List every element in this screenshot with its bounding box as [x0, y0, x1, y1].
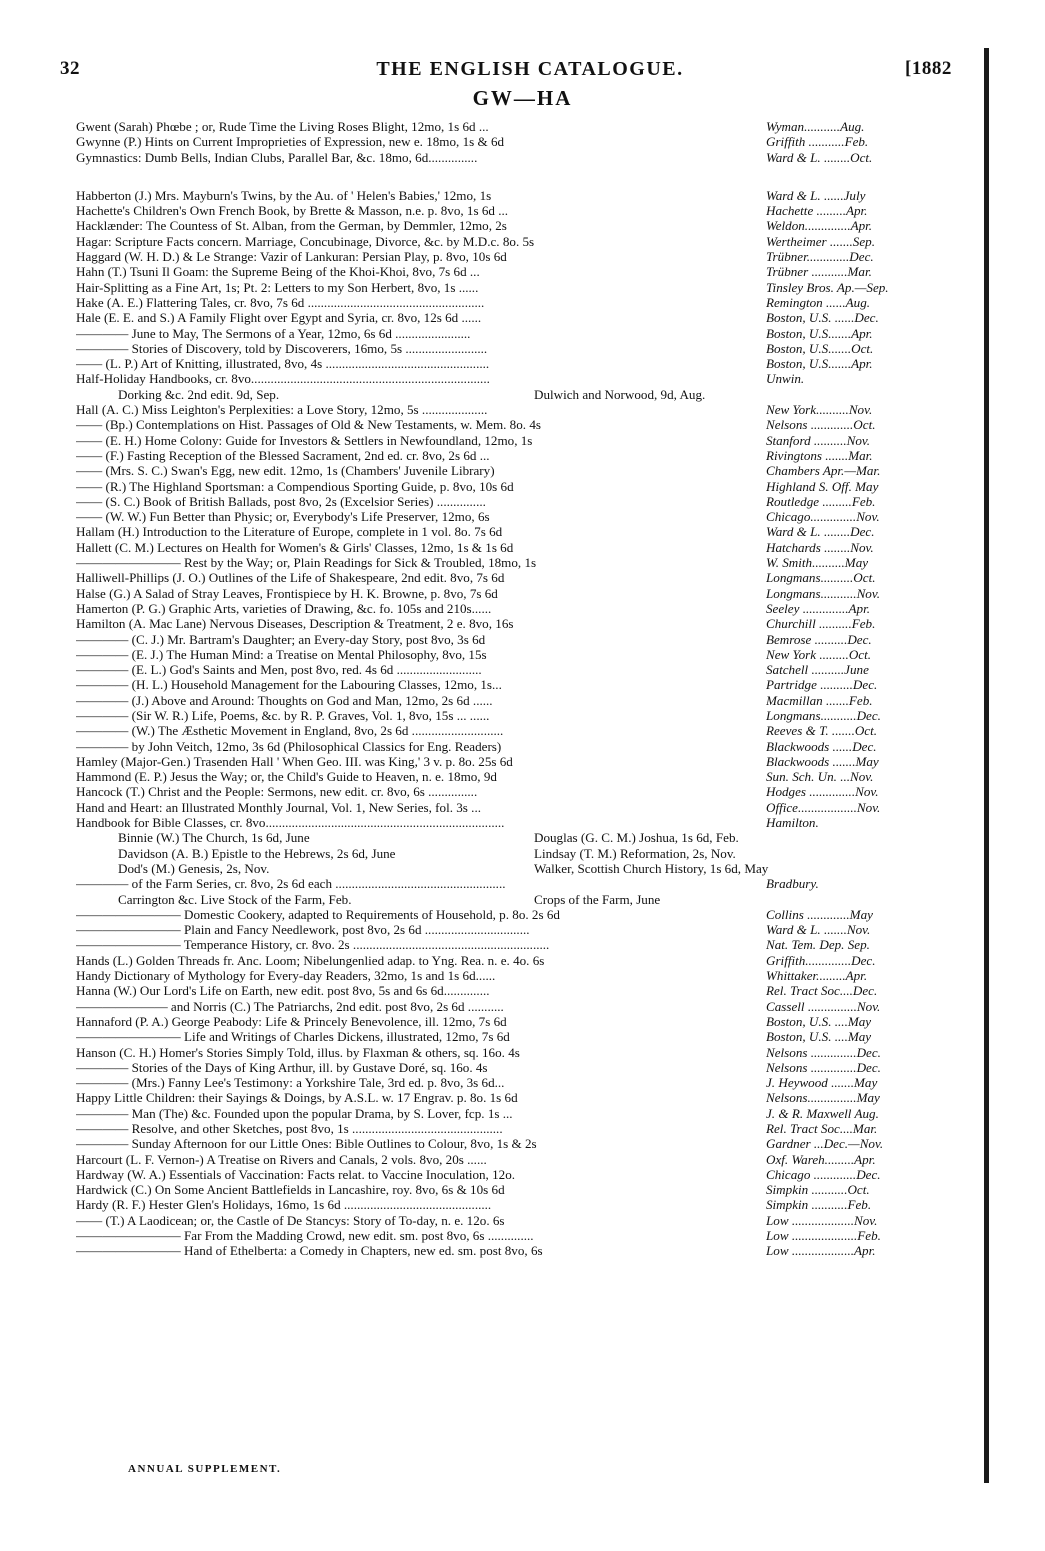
catalogue-entry [76, 754, 956, 769]
catalogue-entry [76, 937, 956, 952]
catalogue-entry [76, 387, 956, 402]
entry-title-second-column: Crops of the Farm, June [534, 891, 661, 907]
catalogue-entry [76, 134, 956, 149]
catalogue-entry [76, 922, 956, 937]
entry-title: Hannaford (P. A.) George Peabody: Life & Princely Benevolence, ill. 12mo, 7s 6d [76, 1013, 507, 1029]
entry-publisher: Reeves & T. .......Oct. [766, 723, 878, 739]
entry-title: Hallett (C. M.) Lectures on Health for Women's & Girls' Classes, 12mo, 1s & 1s 6d [76, 539, 514, 555]
catalogue-entry [76, 1075, 956, 1090]
entry-title: —— (W. W.) Fun Better than Physic; or, Everybody's Life Preserver, 12mo, 6s [76, 509, 490, 525]
catalogue-entry [76, 1029, 956, 1044]
catalogue-entry [76, 203, 956, 218]
entry-publisher: Hamilton. [766, 815, 819, 831]
entry-publisher: Simpkin ...........Feb. [766, 1197, 872, 1213]
entry-title: Dod's (M.) Genesis, 2s, Nov. [118, 860, 270, 876]
entry-publisher: J. & R. Maxwell Aug. [766, 1105, 879, 1121]
entry-title: ———— (C. J.) Mr. Bartram's Daughter; an Every-day Story, post 8vo, 3s 6d [76, 631, 486, 647]
entry-title-second-column: Lindsay (T. M.) Reformation, 2s, Nov. [534, 845, 736, 861]
entry-title-second-column: Walker, Scottish Church History, 1s 6d, May [534, 860, 769, 876]
entry-title: —— (L. P.) Art of Knitting, illustrated, 8vo, 4s .................................................. [76, 356, 490, 372]
entry-publisher: Blackwoods .......May [766, 753, 879, 769]
page-number: 32 [60, 58, 80, 79]
catalogue-entry [76, 1182, 956, 1197]
catalogue-entry [76, 1121, 956, 1136]
running-title: THE ENGLISH CATALOGUE. [376, 58, 684, 80]
catalogue-entry [76, 723, 956, 738]
catalogue-entry [76, 249, 956, 264]
entry-title: Halliwell-Phillips (J. O.) Outlines of the Life of Shakespeare, 2nd edit. 8vo, 7s 6d [76, 570, 505, 586]
entry-publisher: Macmillan .......Feb. [766, 692, 873, 708]
entry-title-second-column: Douglas (G. C. M.) Joshua, 1s 6d, Feb. [534, 830, 739, 846]
catalogue-entry [76, 677, 956, 692]
entry-publisher: Trübner.............Dec. [766, 249, 874, 265]
entry-title: Hanson (C. H.) Homer's Stories Simply Told, illus. by Flaxman & others, sq. 16o. 4s [76, 1044, 520, 1060]
entry-publisher: Hatchards ........Nov. [766, 539, 874, 555]
entry-title: Hardway (W. A.) Essentials of Vaccination: Facts relat. to Vaccine Inoculation, 12o. [76, 1166, 516, 1182]
entry-title: Half-Holiday Handbooks, cr. 8vo......................................................................... [76, 371, 490, 387]
entry-title: Hanna (W.) Our Lord's Life on Earth, new edit. post 8vo, 5s and 6s 6d.............. [76, 983, 490, 999]
entry-publisher: Blackwoods ......Dec. [766, 738, 877, 754]
entry-title: Hale (E. E. and S.) A Family Flight over Egypt and Syria, cr. 8vo, 12s 6d ...... [76, 310, 482, 326]
entry-publisher: Remington ......Aug. [766, 294, 871, 310]
entry-title: ———— Man (The) &c. Founded upon the popular Drama, by S. Lover, fcp. 1s ... [76, 1105, 513, 1121]
entry-title: ———— by John Veitch, 12mo, 3s 6d (Philosophical Classics for Eng. Readers) [76, 738, 502, 754]
catalogue-entry [76, 494, 956, 509]
catalogue-entry [76, 1228, 956, 1243]
catalogue-entry [76, 119, 956, 134]
catalogue-entry [76, 815, 956, 830]
catalogue-entry [76, 1197, 956, 1212]
entry-title: ———— Stories of Discovery, told by Discoverers, 16mo, 5s ......................... [76, 340, 488, 356]
catalogue-entry [76, 509, 956, 524]
catalogue-entry [76, 586, 956, 601]
entry-title: —— (F.) Fasting Reception of the Blessed Sacrament, 2nd ed. cr. 8vo, 2s 6d ... [76, 447, 490, 463]
entry-title: Hair-Splitting as a Fine Art, 1s; Pt. 2: Letters to my Son Herbert, 8vo, 1s ...... [76, 279, 479, 295]
entry-title: Hake (A. E.) Flattering Tales, cr. 8vo, 7s 6d ...................................................... [76, 294, 485, 310]
catalogue-entry [76, 326, 956, 341]
catalogue-entry [76, 371, 956, 386]
entry-title: Hardwick (C.) On Some Ancient Battlefields in Lancashire, roy. 8vo, 6s & 10s 6d [76, 1182, 505, 1198]
entry-title: ———— of the Farm Series, cr. 8vo, 2s 6d each .................................................... [76, 876, 506, 892]
entry-publisher: Gardner ...Dec.—Nov. [766, 1136, 884, 1152]
catalogue-entry [76, 295, 956, 310]
entry-publisher: Rel. Tract Soc....Dec. [766, 983, 878, 999]
entry-publisher: Oxf. Wareh.........Apr. [766, 1151, 876, 1167]
catalogue-entry [76, 983, 956, 998]
entry-publisher: Longmans..........Oct. [766, 570, 876, 586]
entry-title: Hall (A. C.) Miss Leighton's Perplexities: a Love Story, 12mo, 5s .................... [76, 402, 488, 418]
entry-title: ———— (Sir W. R.) Life, Poems, &c. by R. P. Graves, Vol. 1, 8vo, 15s ... ...... [76, 707, 490, 723]
catalogue-entry [76, 524, 956, 539]
entry-title: —— (E. H.) Home Colony: Guide for Investors & Settlers in Newfoundland, 12mo, 1s [76, 432, 533, 448]
entry-publisher: Partridge ..........Dec. [766, 677, 878, 693]
entry-title: Gwynne (P.) Hints on Current Improprieties of Expression, new e. 18mo, 1s & 6d [76, 134, 505, 150]
entry-publisher: New York .........Oct. [766, 646, 871, 662]
entry-title: Hahn (T.) Tsuni Il Goam: the Supreme Being of the Khoi-Khoi, 8vo, 7s 6d ... [76, 264, 480, 280]
entry-publisher: Bemrose ..........Dec. [766, 631, 872, 647]
entry-publisher: Rivingtons .......Mar. [766, 447, 873, 463]
entry-publisher: Boston, U.S. ......Dec. [766, 310, 879, 326]
entry-publisher: Nelsons...............May [766, 1090, 880, 1106]
catalogue-entry [76, 876, 956, 891]
entry-publisher: Satchell ..........June [766, 662, 869, 678]
entry-title: ——————— and Norris (C.) The Patriarchs, 2nd edit. post 8vo, 2s 6d ........... [76, 998, 504, 1014]
entry-title: ———————— Plain and Fancy Needlework, post 8vo, 2s 6d ................................ [76, 922, 530, 938]
entry-publisher: Nelsons ..............Dec. [766, 1059, 881, 1075]
catalogue-entry [76, 1060, 956, 1075]
entry-list [76, 119, 956, 1259]
catalogue-entry [76, 907, 956, 922]
catalogue-entry [76, 616, 956, 631]
catalogue-entry [76, 341, 956, 356]
catalogue-entry [76, 830, 956, 845]
entry-publisher: J. Heywood .......May [766, 1075, 878, 1091]
entry-publisher: Churchill ..........Feb. [766, 616, 876, 632]
entry-title: ———————— Temperance History, cr. 8vo. 2s ............................................................ [76, 937, 550, 953]
catalogue-entry [76, 1167, 956, 1182]
catalogue-entry [76, 999, 956, 1014]
catalogue-entry [76, 647, 956, 662]
entry-title: —— (T.) A Laodicean; or, the Castle of De Stancys: Story of To-day, n. e. 12o. 6s [76, 1212, 505, 1228]
entry-publisher: Sun. Sch. Un. ...Nov. [766, 769, 874, 785]
catalogue-entry [76, 479, 956, 494]
entry-title: Hardy (R. F.) Hester Glen's Holidays, 16mo, 1s 6d ............................................. [76, 1197, 492, 1213]
catalogue-entry [76, 708, 956, 723]
entry-title: Handbook for Bible Classes, cr. 8vo......................................................................... [76, 815, 505, 831]
entry-publisher: Nelsons ..............Dec. [766, 1044, 881, 1060]
catalogue-entry [76, 356, 956, 371]
entry-title: ———— Sunday Afternoon for our Little Ones: Bible Outlines to Colour, 8vo, 1s & 2s [76, 1136, 537, 1152]
entry-publisher: Nelsons .............Oct. [766, 417, 876, 433]
catalogue-entry [76, 1045, 956, 1060]
catalogue-entry [76, 540, 956, 555]
entry-title: ———————— Life and Writings of Charles Dickens, illustrated, 12mo, 7s 6d [76, 1029, 510, 1045]
catalogue-entry [76, 968, 956, 983]
entry-publisher: Highland S. Off. May [766, 478, 879, 494]
entry-title: Davidson (A. B.) Epistle to the Hebrews, 2s 6d, June [118, 845, 396, 861]
catalogue-entry [76, 739, 956, 754]
entry-title: Hallam (H.) Introduction to the Literature of Europe, complete in 1 vol. 8o. 7s 6d [76, 524, 503, 540]
entry-title: Harcourt (L. F. Vernon-) A Treatise on Rivers and Canals, 2 vols. 8vo, 20s ...... [76, 1151, 487, 1167]
entry-title: —— (Mrs. S. C.) Swan's Egg, new edit. 12mo, 1s (Chambers' Juvenile Library) [76, 463, 495, 479]
catalogue-entry [76, 555, 956, 570]
catalogue-entry [76, 662, 956, 677]
catalogue-entry [76, 861, 956, 876]
entry-publisher: Chicago .............Dec. [766, 1166, 881, 1182]
entry-publisher: Cassell ...............Nov. [766, 998, 881, 1014]
entry-title: ———— Stories of the Days of King Arthur, ill. by Gustave Doré, sq. 16o. 4s [76, 1059, 488, 1075]
entry-title: Hammond (E. P.) Jesus the Way; or, the Child's Guide to Heaven, n. e. 18mo, 9d [76, 769, 497, 785]
entry-title: Hancock (T.) Christ and the People: Sermons, new edit. cr. 8vo, 6s ............... [76, 784, 478, 800]
entry-publisher: Stanford ..........Nov. [766, 432, 871, 448]
entry-title: Gwent (Sarah) Phœbe ; or, Rude Time the Living Roses Blight, 12mo, 1s 6d ... [76, 119, 489, 134]
entry-publisher: Boston, U.S. ....May [766, 1013, 872, 1029]
catalogue-entry [76, 693, 956, 708]
entry-title: ———— Resolve, and other Sketches, post 8vo, 1s .............................................. [76, 1121, 503, 1136]
entry-title: ———————— Hand of Ethelberta: a Comedy in Chapters, new ed. sm. post 8vo, 6s [76, 1243, 543, 1259]
entry-title: ———————— Domestic Cookery, adapted to Requirements of Household, p. 8o. 2s 6d [76, 906, 560, 922]
entry-title: ———— (Mrs.) Fanny Lee's Testimony: a Yorkshire Tale, 3rd ed. p. 8vo, 3s 6d... [76, 1075, 505, 1091]
catalogue-entry [76, 310, 956, 325]
entry-publisher: Office..................Nov. [766, 799, 881, 815]
entry-publisher: Ward & L. .......Nov. [766, 922, 871, 938]
entry-publisher: Low ...................Nov. [766, 1212, 878, 1228]
entry-publisher: Wertheimer .......Sep. [766, 233, 875, 249]
entry-title: Habberton (J.) Mrs. Mayburn's Twins, by the Au. of ' Helen's Babies,' 12mo, 1s [76, 187, 492, 203]
catalogue-entry [76, 601, 956, 616]
catalogue-entry [76, 433, 956, 448]
entry-publisher: Longmans...........Nov. [766, 585, 880, 601]
entry-title: ———— (J.) Above and Around: Thoughts on God and Man, 12mo, 2s 6d ...... [76, 692, 493, 708]
entry-title: —— (Bp.) Contemplations on Hist. Passages of Old & New Testaments, w. Mem. 8o. 4s [76, 417, 541, 433]
entry-title: Hamerton (P. G.) Graphic Arts, varieties of Drawing, &c. fo. 105s and 210s...... [76, 600, 492, 616]
entry-publisher: Griffith..............Dec. [766, 952, 876, 968]
entry-title: —— (R.) The Highland Sportsman: a Compendious Sporting Guide, p. 8vo, 10s 6d [76, 478, 514, 494]
catalogue-entry [76, 784, 956, 799]
entry-publisher: Boston, U.S.......Apr. [766, 325, 873, 341]
catalogue-entry [76, 234, 956, 249]
catalogue-entry [76, 264, 956, 279]
catalogue-entry [76, 1090, 956, 1105]
entry-publisher: Chambers Apr.—Mar. [766, 463, 881, 479]
entry-publisher: Bradbury. [766, 876, 819, 892]
entry-publisher: Seeley ..............Apr. [766, 600, 870, 616]
catalogue-entry [76, 165, 956, 188]
entry-title: Dorking &c. 2nd edit. 9d, Sep. [118, 386, 280, 402]
entry-publisher: Longmans...........Dec. [766, 707, 881, 723]
entry-publisher: Ward & L. ........Dec. [766, 524, 875, 540]
catalogue-entry [76, 218, 956, 233]
entry-publisher: Whittaker.........Apr. [766, 968, 868, 984]
catalogue-entry [76, 417, 956, 432]
entry-title: ———————— Far From the Madding Crowd, new edit. sm. post 8vo, 6s .............. [76, 1228, 534, 1244]
entry-publisher: Nat. Tem. Dep. Sep. [766, 937, 870, 953]
entry-title: Binnie (W.) The Church, 1s 6d, June [118, 830, 310, 846]
catalogue-entry [76, 800, 956, 815]
entry-title: Hagar: Scripture Facts concern. Marriage, Concubinage, Divorce, &c. by M.D.c. 8o. 5s [76, 233, 535, 249]
header-year: [1882 [905, 58, 952, 79]
entry-publisher: Griffith ...........Feb. [766, 134, 869, 150]
entry-publisher: New York..........Nov. [766, 402, 873, 418]
entry-title: Hachette's Children's Own French Book, by Brette & Masson, n.e. p. 8vo, 1s 6d ... [76, 203, 509, 219]
entry-publisher: Boston, U.S.......Oct. [766, 340, 874, 356]
catalogue-entry [76, 1152, 956, 1167]
entry-publisher: Chicago..............Nov. [766, 509, 880, 525]
entry-title: Happy Little Children: their Sayings & Doings, by A.S.L. w. 17 Engrav. p. 8o. 1s 6d [76, 1090, 518, 1106]
entry-publisher: Wyman...........Aug. [766, 119, 865, 134]
entry-title: ———— (E. L.) God's Saints and Men, post 8vo, red. 4s 6d .......................... [76, 662, 482, 678]
entry-title: Handy Dictionary of Mythology for Every-day Readers, 32mo, 1s and 1s 6d...... [76, 968, 496, 984]
entry-title: ———————— Rest by the Way; or, Plain Readings for Sick & Troubled, 18mo, 1s [76, 555, 537, 571]
entry-publisher: Trübner ...........Mar. [766, 264, 872, 280]
catalogue-entry [76, 953, 956, 968]
entry-title: Halse (G.) A Salad of Stray Leaves, Frontispiece by H. K. Browne, p. 8vo, 7s 6d [76, 585, 498, 601]
catalogue-entry [76, 1136, 956, 1151]
section-heading: GW—HA [472, 86, 573, 110]
entry-publisher: Hachette .........Apr. [766, 203, 868, 219]
entry-publisher: Hodges ..............Nov. [766, 784, 879, 800]
entry-publisher: Boston, U.S. ....May [766, 1029, 872, 1045]
entry-publisher: Ward & L. ......July [766, 187, 866, 203]
entry-publisher: Rel. Tract Soc....Mar. [766, 1121, 878, 1136]
entry-title: Carrington &c. Live Stock of the Farm, Feb. [118, 891, 352, 907]
catalogue-entry [76, 448, 956, 463]
catalogue-entry [76, 188, 956, 203]
catalogue-entry [76, 402, 956, 417]
entry-publisher: Weldon..............Apr. [766, 218, 873, 234]
catalogue-entry [76, 892, 956, 907]
catalogue-entry [76, 463, 956, 478]
entry-publisher: Low ....................Feb. [766, 1228, 881, 1244]
entry-publisher: Boston, U.S.......Apr. [766, 356, 873, 372]
entry-title: ———— (W.) The Æsthetic Movement in England, 8vo, 2s 6d ............................ [76, 723, 504, 739]
catalogue-entry [76, 632, 956, 647]
catalogue-entry [76, 280, 956, 295]
entry-title: —— (S. C.) Book of British Ballads, post 8vo, 2s (Excelsior Series) ............... [76, 493, 486, 509]
entry-publisher: Tinsley Bros. Ap.—Sep. [766, 279, 889, 295]
entry-publisher: Simpkin ...........Oct. [766, 1182, 870, 1198]
entry-title: ———— June to May, The Sermons of a Year, 12mo, 6s 6d ....................... [76, 325, 471, 341]
entry-publisher: Unwin. [766, 371, 805, 387]
catalogue-entry [76, 150, 956, 165]
entry-publisher: Routledge .........Feb. [766, 493, 876, 509]
catalogue-entry [76, 769, 956, 784]
catalogue-entry [76, 1213, 956, 1228]
entry-title: Hacklænder: The Countess of St. Alban, from the German, by Demmler, 12mo, 2s [76, 218, 507, 234]
entry-title: Hamilton (A. Mac Lane) Nervous Diseases, Description & Treatment, 2 e. 8vo, 16s [76, 616, 514, 632]
footer-signature: ANNUAL SUPPLEMENT. [128, 1463, 282, 1475]
catalogue-entry [76, 1106, 956, 1121]
entry-title-second-column: Dulwich and Norwood, 9d, Aug. [534, 386, 706, 402]
page-edge-rule [984, 48, 989, 1483]
entry-title: ———— (H. L.) Household Management for the Labouring Classes, 12mo, 1s... [76, 677, 502, 693]
entry-publisher: Ward & L. ........Oct. [766, 149, 873, 165]
entry-title: Haggard (W. H. D.) & Le Strange: Vazir of Lankuran: Persian Play, p. 8vo, 10s 6d [76, 249, 507, 265]
entry-title: Hamley (Major-Gen.) Trasenden Hall ' When Geo. III. was King,' 3 v. p. 8o. 25s 6d [76, 753, 513, 769]
catalogue-entry [76, 846, 956, 861]
entry-publisher: Low ...................Apr. [766, 1243, 876, 1259]
entry-title: Hand and Heart: an Illustrated Monthly Journal, Vol. 1, New Series, fol. 3s ... [76, 799, 481, 815]
entry-title: ———— (E. J.) The Human Mind: a Treatise on Mental Philosophy, 8vo, 15s [76, 646, 487, 662]
entry-title: Gymnastics: Dumb Bells, Indian Clubs, Parallel Bar, &c. 18mo, 6d............... [76, 149, 478, 165]
entry-publisher: Collins .............May [766, 906, 873, 922]
catalogue-entry [76, 570, 956, 585]
entry-title: Hands (L.) Golden Threads fr. Anc. Loom; Nibelungenlied adap. to Yng. Rea. n. e. 4o. 6s [76, 952, 545, 968]
catalogue-entry [76, 1243, 956, 1258]
catalogue-entry [76, 1014, 956, 1029]
entry-publisher: W. Smith..........May [766, 555, 869, 571]
